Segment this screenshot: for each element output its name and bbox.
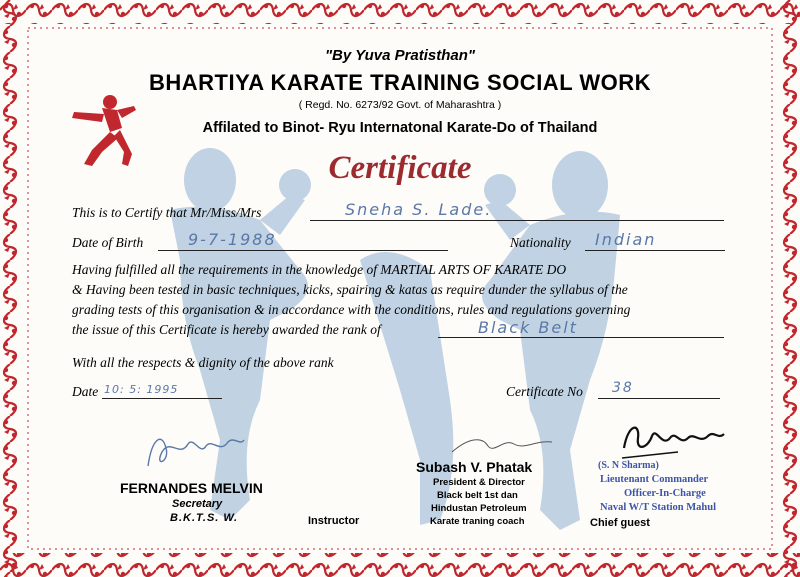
name-underline: [310, 220, 724, 221]
president-line-4: Karate traning coach: [430, 516, 525, 527]
secretary-signature: [140, 428, 250, 474]
dob-value: 9-7-1988: [188, 230, 277, 249]
nationality-label: Nationality: [510, 235, 571, 250]
date-label: Date: [72, 384, 99, 399]
president-line-2: Black belt 1st dan: [437, 490, 518, 501]
organization-name: BHARTIYA KARATE TRAINING SOCIAL WORK: [149, 70, 651, 95]
registration-number: ( Regd. No. 6273/92 Govt. of Maharashtra ): [298, 99, 502, 111]
chief-guest-label: Chief guest: [590, 517, 650, 529]
chief-guest-line-1: Lieutenant Commander: [600, 474, 709, 485]
paragraph-line-3: grading tests of this organisation & in accordance with the conditions, rules and regulations governing: [72, 302, 631, 317]
president-line-1: President & Director: [433, 477, 525, 488]
chief-guest-line-3: Naval W/T Station Mahul: [600, 502, 717, 513]
recipient-name: Sneha S. Lade.: [345, 200, 493, 219]
chief-guest-line-2: Officer-In-Charge: [624, 488, 706, 499]
rank-underline: [438, 337, 724, 338]
date-value: 10: 5: 1995: [104, 383, 179, 396]
president-line-3: Hindustan Petroleum: [431, 503, 527, 514]
nationality-value: Indian: [595, 230, 657, 249]
respects-line: With all the respects & dignity of the above rank: [72, 355, 334, 370]
dob-label: Date of Birth: [72, 235, 144, 250]
paragraph-line-4: the issue of this Certificate is hereby awarded the rank of: [72, 322, 381, 337]
chief-guest-name: (S. N Sharma): [598, 460, 659, 471]
affiliation: Affilated to Binot- Ryu Internatonal Karate-Do of Thailand: [202, 120, 598, 136]
secretary-org: B.K.T.S. W.: [170, 512, 239, 524]
chief-guest-signature: [618, 418, 728, 464]
secretary-name: FERNANDES MELVIN: [120, 480, 263, 496]
instructor-label: Instructor: [308, 515, 360, 527]
certificate-no-label: Certificate No: [506, 384, 583, 399]
paragraph-line-1: Having fulfilled all the requirements in the knowledge of MARTIAL ARTS OF KARATE DO: [72, 262, 567, 277]
secretary-title: Secretary: [172, 498, 223, 510]
nationality-underline: [585, 250, 725, 251]
certificate-no-underline: [598, 398, 720, 399]
tagline: "By Yuva Pratisthan": [324, 47, 476, 64]
certify-label: This is to Certify that Mr/Miss/Mrs: [72, 205, 262, 220]
date-underline: [102, 398, 222, 399]
paragraph-line-2: & Having been tested in basic techniques, kicks, spairing & katas as require dunder the syllabus of the: [72, 282, 628, 297]
dob-underline: [158, 250, 448, 251]
certificate-no-value: 38: [612, 380, 634, 396]
president-name: Subash V. Phatak: [416, 459, 533, 475]
rank-value: Black Belt: [478, 318, 578, 337]
president-signature: [448, 432, 558, 458]
certificate-title: Certificate: [328, 150, 472, 186]
